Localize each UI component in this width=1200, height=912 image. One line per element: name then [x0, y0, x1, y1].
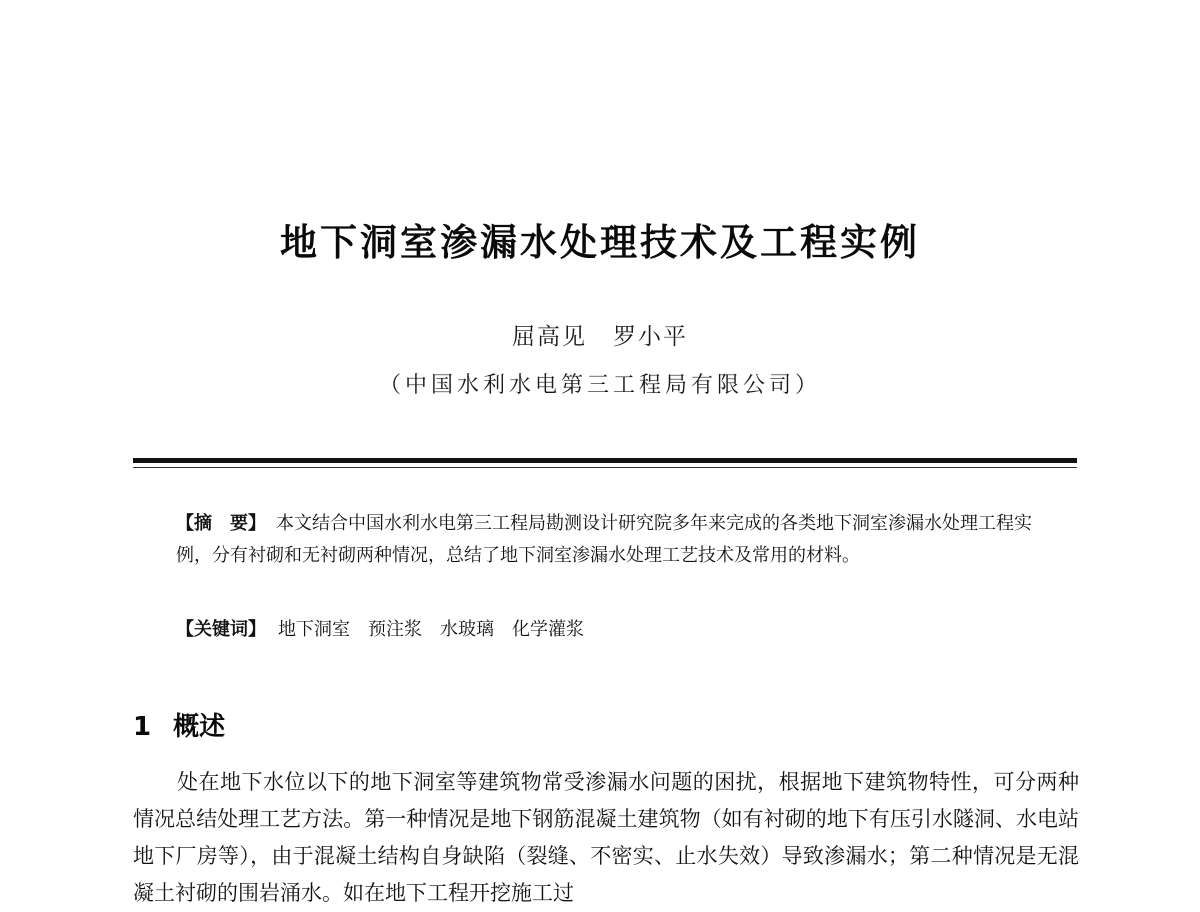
keyword: 化学灌浆	[512, 619, 584, 640]
keyword: 水玻璃	[440, 619, 494, 640]
keyword: 地下洞室	[278, 619, 350, 640]
keywords-label: 【关键词】	[176, 619, 266, 640]
author-list	[0, 318, 1200, 351]
abstract-label: 【摘 要】	[176, 513, 266, 534]
abstract	[176, 508, 1036, 572]
abstract-text: 本文结合中国水利水电第三工程局勘测设计研究院多年来完成的各类地下洞室渗漏水处理工程实例，分有衬砌和无衬砌两种情况，总结了地下洞室渗漏水处理工艺技术及常用的材料。	[176, 513, 1032, 566]
keywords	[176, 614, 1036, 646]
author-affiliation: （中国水利水电第三工程局有限公司）	[378, 373, 821, 398]
paper-title: 地下洞室渗漏水处理技术及工程实例	[280, 221, 920, 264]
header-rule-thin	[133, 467, 1077, 468]
section-heading	[133, 706, 225, 743]
section-title: 概述	[173, 712, 226, 742]
body-paragraph: 处在地下水位以下的地下洞室等建筑物常受渗漏水问题的困扰，根据地下建筑物特性，可分两种情况总结处理工艺方法。第一种情况是地下钢筋混凝土建筑物（如有衬砌的地下有压引水隧洞、水电站地下厂房等），由于混凝土结构自身缺陷（裂缝、不密实、止水失效）导致渗漏水；第二种情况是无混凝土衬砌的围岩涌水。如在地下工程开挖施工过	[133, 770, 1079, 905]
author-name: 罗小平	[613, 324, 688, 350]
author-name: 屈高见	[512, 324, 587, 350]
keyword: 预注浆	[368, 619, 422, 640]
header-rule-thick	[133, 458, 1077, 463]
section-number: 1	[133, 712, 152, 742]
